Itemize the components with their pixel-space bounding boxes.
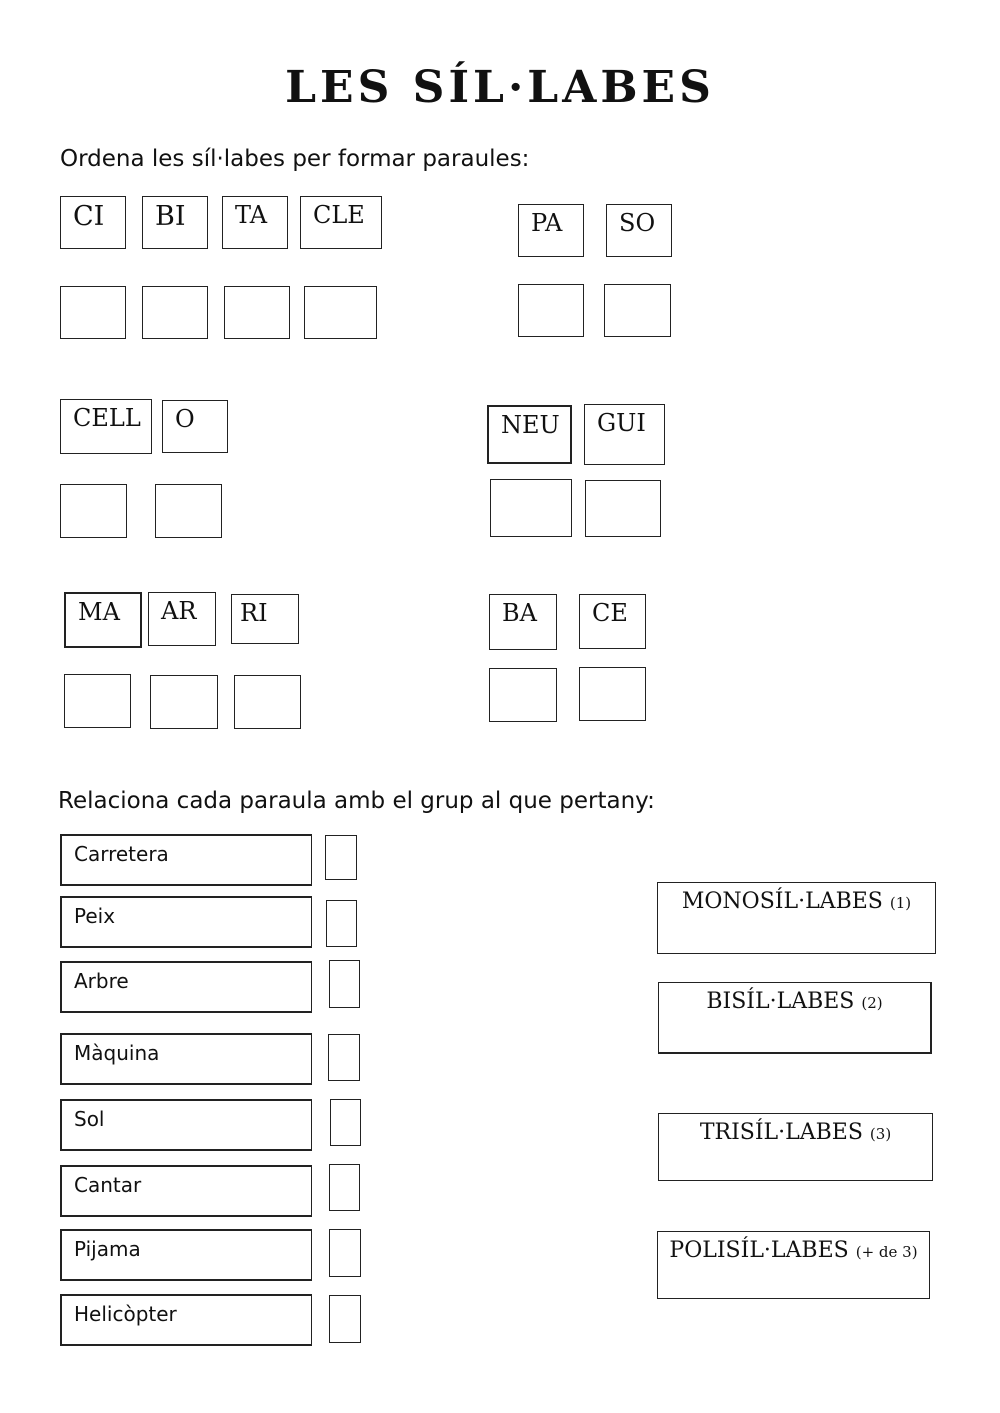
- answer-slot[interactable]: [489, 668, 557, 722]
- answer-slot[interactable]: [224, 286, 290, 339]
- syllable-tile[interactable]: GUI: [584, 404, 665, 465]
- category-trisyllables[interactable]: [658, 1113, 933, 1181]
- word-box: Sol: [60, 1099, 312, 1151]
- syllable-tile[interactable]: RI: [231, 594, 299, 644]
- category-note: (1): [889, 894, 912, 912]
- syllable-tile[interactable]: MA: [64, 592, 142, 648]
- answer-checkbox[interactable]: [330, 1099, 361, 1146]
- answer-slot[interactable]: [64, 674, 131, 728]
- syllable-tile[interactable]: NEU: [487, 405, 572, 464]
- word-box: Helicòpter: [60, 1294, 312, 1346]
- word-box: Arbre: [60, 961, 312, 1013]
- syllable-tile[interactable]: SO: [606, 204, 672, 257]
- answer-checkbox[interactable]: [329, 1229, 361, 1277]
- category-monosyllables[interactable]: [657, 882, 936, 954]
- category-label: POLISÍL·LABES: [669, 1238, 849, 1263]
- answer-checkbox[interactable]: [329, 1164, 360, 1211]
- syllable-tile[interactable]: CELL: [60, 399, 152, 454]
- syllable-tile[interactable]: CE: [579, 594, 646, 649]
- match-instruction: Relaciona cada paraula amb el grup al que pertany:: [58, 788, 655, 814]
- answer-slot[interactable]: [518, 284, 584, 337]
- answer-slot[interactable]: [304, 286, 377, 339]
- category-label: TRISÍL·LABES: [699, 1120, 863, 1145]
- answer-slot[interactable]: [490, 479, 572, 537]
- syllable-tile[interactable]: BA: [489, 594, 557, 650]
- answer-slot[interactable]: [60, 286, 126, 339]
- answer-slot[interactable]: [150, 675, 218, 729]
- word-box: Peix: [60, 896, 312, 948]
- category-bisyllables[interactable]: [658, 982, 932, 1054]
- syllable-tile[interactable]: O: [162, 400, 228, 453]
- answer-slot[interactable]: [155, 484, 222, 538]
- category-note: (+ de 3): [855, 1243, 918, 1261]
- category-note: (3): [869, 1125, 892, 1143]
- syllable-tile[interactable]: TA: [222, 196, 288, 249]
- order-instruction: Ordena les síl·labes per formar paraules:: [60, 146, 530, 172]
- syllable-tile[interactable]: PA: [518, 204, 584, 257]
- answer-checkbox[interactable]: [329, 960, 360, 1008]
- answer-slot[interactable]: [60, 484, 127, 538]
- answer-checkbox[interactable]: [328, 1034, 360, 1081]
- word-box: Carretera: [60, 834, 312, 886]
- answer-checkbox[interactable]: [326, 900, 357, 947]
- category-label: MONOSÍL·LABES: [681, 889, 883, 914]
- answer-slot[interactable]: [585, 480, 661, 537]
- syllable-tile[interactable]: BI: [142, 196, 208, 249]
- category-note: (2): [861, 994, 883, 1012]
- answer-slot[interactable]: [604, 284, 671, 337]
- answer-checkbox[interactable]: [325, 835, 357, 880]
- word-box: Màquina: [60, 1033, 312, 1085]
- syllable-tile[interactable]: CI: [60, 196, 126, 249]
- category-label: BISÍL·LABES: [706, 989, 855, 1014]
- page-title: LES SÍL·LABES: [285, 62, 715, 113]
- answer-checkbox[interactable]: [329, 1295, 361, 1343]
- word-box: Cantar: [60, 1165, 312, 1217]
- category-polysyllables[interactable]: [657, 1231, 930, 1299]
- answer-slot[interactable]: [234, 675, 301, 729]
- word-box: Pijama: [60, 1229, 312, 1281]
- answer-slot[interactable]: [142, 286, 208, 339]
- answer-slot[interactable]: [579, 667, 646, 721]
- syllable-tile[interactable]: AR: [148, 592, 216, 646]
- syllable-tile[interactable]: CLE: [300, 196, 382, 249]
